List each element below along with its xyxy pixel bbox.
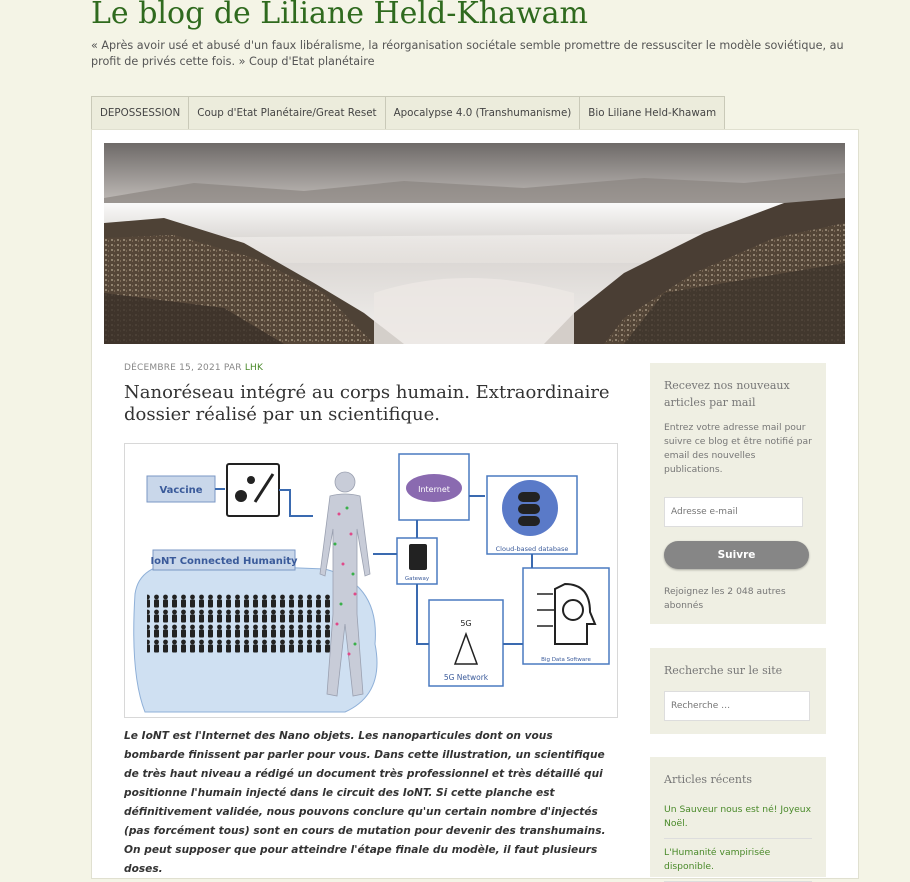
nav-item-depossession[interactable]: DEPOSSESSION	[92, 97, 189, 130]
subscribe-text: Entrez votre adresse mail pour suivre ce blog et être notifié par email des nouvelles publications.	[664, 422, 812, 475]
recent-posts-title: Articles récents	[664, 773, 753, 786]
post-excerpt: Le IoNT est l'Internet des Nano objets. Les nanoparticules dont on vous bombarde finissent par parler pour vous. Dans cette illustration, un scientifique de très haut niveau a rédigé un document très professionnel et très détaillé qui positionne l'humain injecté dans le circuit des IoNT. Si cette planche est définitivement validée, nous pouvons conclure qu'un certain nombre d'injectés (pas forcément tous) sont en cours de mutation pour devenir des transhumains. On peut supposer que pour atteindre l'étape finale du modèle, il faut plusieurs doses.	[124, 730, 606, 875]
follow-button[interactable]: Suivre	[664, 541, 809, 569]
subscribe-title: Recevez nos nouveaux articles par mail	[664, 379, 790, 409]
post-illustration	[124, 443, 618, 718]
nav-item-apocalypse[interactable]: Apocalypse 4.0 (Transhumanisme)	[386, 97, 581, 130]
email-field[interactable]	[664, 497, 803, 527]
fiveg-icon-text: 5G	[460, 619, 472, 628]
cloud-db-label: Cloud-based database	[495, 545, 569, 553]
post-by: PAR	[223, 363, 242, 373]
bigdata-label: Big Data Software	[541, 657, 591, 663]
phone-icon	[409, 544, 427, 570]
search-input[interactable]	[664, 691, 810, 721]
recent-post-link[interactable]: Un Sauveur nous est né! Joyeux Noël.	[664, 796, 812, 839]
post-author[interactable]: LHK	[244, 363, 264, 373]
recent-posts-widget	[650, 757, 826, 877]
recent-post-link[interactable]: L'Humanité vampirisée disponible.	[664, 839, 812, 882]
nav-item-bio[interactable]: Bio Liliane Held-Khawam	[588, 107, 717, 119]
site-title[interactable]: Le blog de Liliane Held-Khawam	[91, 0, 588, 31]
fiveg-label: 5G Network	[443, 673, 489, 682]
post-meta	[124, 363, 263, 373]
search-widget	[650, 648, 826, 734]
crowd-figures	[147, 594, 337, 654]
internet-label: Internet	[418, 485, 450, 494]
post-title[interactable]: Nanoréseau intégré au corps humain. Extraordinaire dossier réalisé par un scientifique.	[124, 382, 610, 425]
nav-item-coup-etat[interactable]: Coup d'Etat Planétaire/Great Reset	[189, 97, 385, 130]
followers-count: Rejoignez les 2 048 autres abonnés	[664, 586, 786, 611]
post-date[interactable]: DÉCEMBRE 15, 2021	[124, 363, 221, 373]
iont-label: IoNT Connected Humanity	[150, 556, 298, 567]
site-description: « Après avoir usé et abusé d'un faux libéralisme, la réorganisation sociétale semble promettre de ressusciter le modèle soviétique, au profit de privés cette fois. » Coup d'Etat planétaire	[91, 39, 844, 68]
virus-icon	[235, 490, 247, 502]
header-banner-image	[104, 143, 845, 344]
vaccine-label: Vaccine	[159, 485, 203, 496]
search-title: Recherche sur le site	[664, 664, 783, 677]
subscribe-widget	[650, 363, 826, 624]
gateway-label: Gateway	[404, 576, 430, 582]
main-nav	[91, 96, 725, 130]
